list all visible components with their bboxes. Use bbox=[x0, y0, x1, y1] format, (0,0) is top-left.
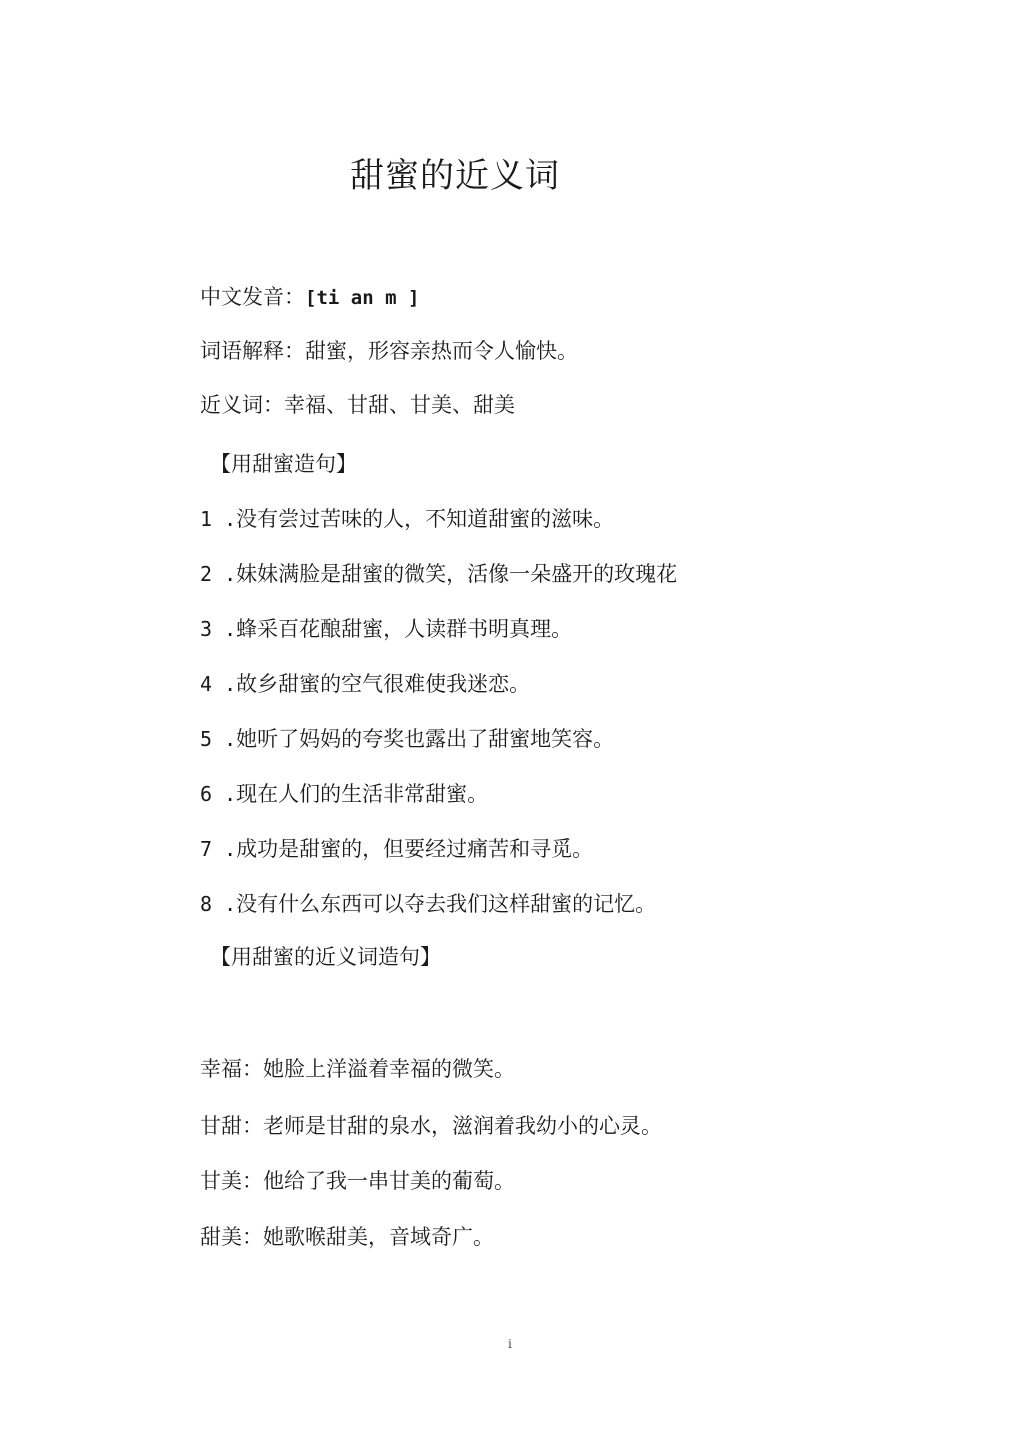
sentence-text: 成功是甜蜜的，但要经过痛苦和寻觅。 bbox=[236, 837, 594, 861]
pinyin-label: 中文发音： bbox=[200, 285, 305, 309]
definition-line: 词语解释：甜蜜，形容亲热而令人愉快。 bbox=[200, 339, 578, 363]
section-heading-example-sentences: 【用甜蜜造句】 bbox=[210, 452, 357, 476]
sentence-item bbox=[200, 669, 530, 699]
sentence-item bbox=[200, 779, 488, 809]
sentence-item bbox=[200, 889, 656, 919]
sentence-text: 蜂采百花酿甜蜜，人读群书明真理。 bbox=[236, 617, 573, 641]
synonym-sentence: 甜美：她歌喉甜美，音域奇广。 bbox=[200, 1225, 494, 1249]
sentence-number: 4 . bbox=[200, 672, 237, 696]
pinyin-value: [ti an m ] bbox=[305, 287, 420, 309]
sentence-text: 故乡甜蜜的空气很难使我迷恋。 bbox=[236, 672, 531, 696]
synonym-sentence: 甘美：他给了我一串甘美的葡萄。 bbox=[200, 1169, 515, 1193]
sentence-item bbox=[200, 559, 677, 589]
section-heading-synonym-sentences: 【用甜蜜的近义词造句】 bbox=[210, 945, 441, 969]
pinyin-line bbox=[200, 282, 419, 313]
sentence-item bbox=[200, 834, 593, 864]
sentence-item bbox=[200, 724, 614, 754]
synonyms-line: 近义词：幸福、甘甜、甘美、甜美 bbox=[200, 393, 515, 417]
synonym-sentence: 幸福：她脸上洋溢着幸福的微笑。 bbox=[200, 1057, 515, 1081]
sentence-text: 没有尝过苦味的人，不知道甜蜜的滋味。 bbox=[236, 507, 615, 531]
sentence-number: 8 . bbox=[200, 892, 237, 916]
sentence-text: 妹妹满脸是甜蜜的微笑，活像一朵盛开的玫瑰花 bbox=[236, 562, 678, 586]
page-number: i bbox=[508, 1337, 512, 1351]
sentence-text: 没有什么东西可以夺去我们这样甜蜜的记忆。 bbox=[236, 892, 657, 916]
sentence-number: 7 . bbox=[200, 837, 237, 861]
sentence-number: 5 . bbox=[200, 727, 237, 751]
sentence-text: 她听了妈妈的夸奖也露出了甜蜜地笑容。 bbox=[236, 727, 615, 751]
sentence-number: 3 . bbox=[200, 617, 237, 641]
synonym-sentence: 甘甜：老师是甘甜的泉水，滋润着我幼小的心灵。 bbox=[200, 1114, 662, 1138]
sentence-number: 2 . bbox=[200, 562, 237, 586]
sentence-item bbox=[200, 614, 572, 644]
document-title: 甜蜜的近义词 bbox=[350, 156, 560, 196]
sentence-text: 现在人们的生活非常甜蜜。 bbox=[236, 782, 489, 806]
sentence-number: 6 . bbox=[200, 782, 237, 806]
sentence-item bbox=[200, 504, 614, 534]
sentence-number: 1 . bbox=[200, 507, 237, 531]
